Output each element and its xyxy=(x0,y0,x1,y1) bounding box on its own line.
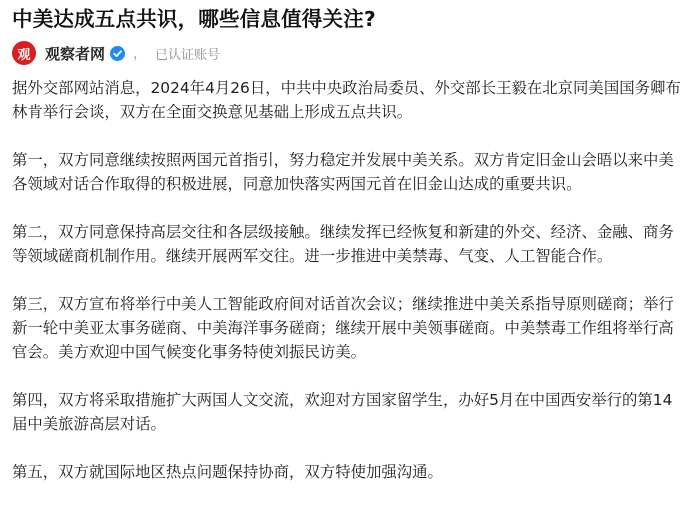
paragraph-4: 第四，双方将采取措施扩大两国人文交流，欢迎对方国家留学生，办好5月在中国西安举行的第14届中美旅游高层对话。 xyxy=(12,391,673,433)
article-title: 中美达成五点共识，哪些信息值得关注? xyxy=(12,7,376,31)
article-body xyxy=(12,76,684,484)
author-name[interactable]: 观察者网 xyxy=(45,44,106,63)
paragraph-5: 第五，双方就国际地区热点问题保持协商，双方特使加强沟通。 xyxy=(12,463,443,481)
paragraph-2: 第二，双方同意保持高层交往和各层级接触。继续发挥已经恢复和新建的外交、经济、金融、商务等领域磋商机制作用。继续开展两军交往。进一步推进中美禁毒、气变、人工智能合作。 xyxy=(12,223,674,265)
verified-check-icon xyxy=(110,46,125,61)
paragraph-1: 第一，双方同意继续按照两国元首指引，努力稳定并发展中美关系。双方肯定旧金山会晤以来中美各领域对话合作取得的积极进展，同意加快落实两国元首在旧金山达成的重要共识。 xyxy=(12,151,674,193)
article-container xyxy=(12,0,684,508)
author-separator: ， xyxy=(133,46,148,62)
paragraph-3: 第三，双方宣布将举行中美人工智能政府间对话首次会议；继续推进中美关系指导原则磋商；举行新一轮中美亚太事务磋商、中美海洋事务磋商；继续开展中美领事磋商。中美禁毒工作组将举行高官会。美方欢迎中国气候变化事务特使刘振民访美。 xyxy=(12,295,674,361)
paragraph-intro: 据外交部网站消息，2024年4月26日，中共中央政治局委员、外交部长王毅在北京同美国国务卿布林肯举行会谈，双方在全面交换意见基础上形成五点共识。 xyxy=(12,79,681,121)
verified-label: 已认证账号 xyxy=(155,47,221,63)
author-row xyxy=(12,40,684,66)
author-avatar[interactable]: 观 xyxy=(12,41,36,65)
